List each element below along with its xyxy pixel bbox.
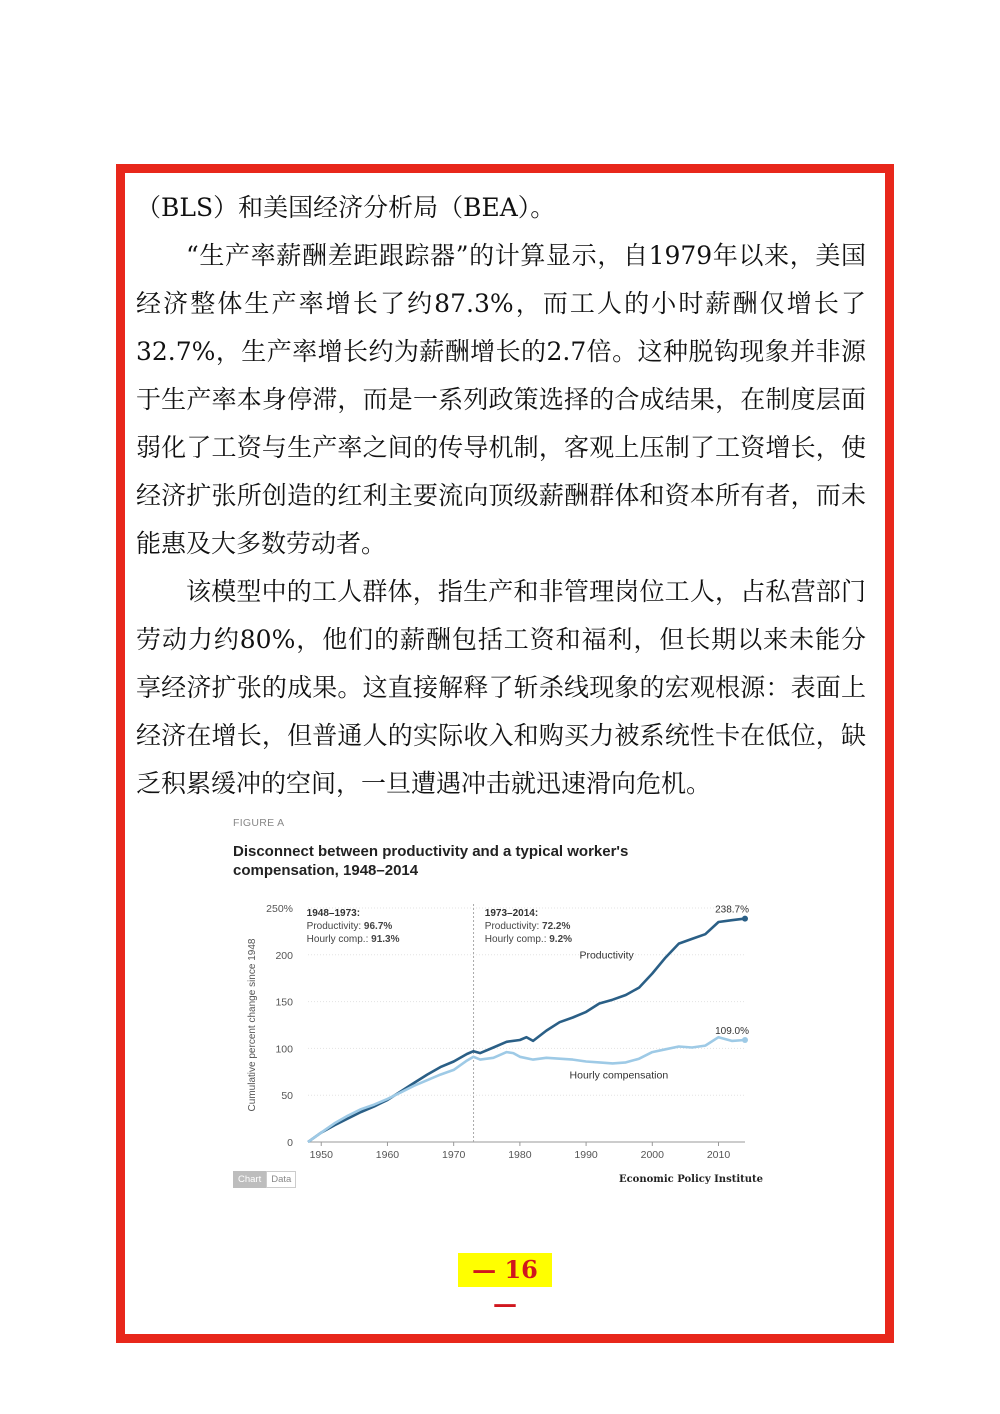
chart-tab[interactable]: Chart xyxy=(233,1171,266,1188)
x-tick-label: 1980 xyxy=(508,1149,532,1161)
series-end-label: 238.7% xyxy=(715,904,749,916)
y-tick-label: 150 xyxy=(275,996,293,1009)
series-end-point xyxy=(742,916,748,922)
line-chart xyxy=(233,898,773,1168)
x-tick-label: 1990 xyxy=(574,1149,598,1161)
annotation-productivity: Productivity: 72.2% xyxy=(484,921,571,932)
annotation-hourly-comp: Hourly comp.: 9.2% xyxy=(484,934,573,945)
series-end-label: 109.0% xyxy=(715,1025,749,1037)
annotation-productivity: Productivity: 96.7% xyxy=(306,921,393,932)
y-tick-label: 0 xyxy=(287,1137,293,1149)
x-tick-label: 1970 xyxy=(441,1149,466,1161)
figure-title: Disconnect between productivity and a typical worker's compensation, 1948–2014 xyxy=(233,843,629,879)
chart-data-toggle[interactable] xyxy=(233,1171,296,1188)
data-tab[interactable]: Data xyxy=(266,1171,296,1188)
annotation-hourly-comp: Hourly comp.: 91.3% xyxy=(306,934,400,945)
source-credit: Economic Policy Institute xyxy=(618,1174,763,1185)
y-tick-label: 200 xyxy=(275,949,293,962)
body-text xyxy=(136,184,866,808)
paragraph-2: “生产率薪酬差距跟踪器”的计算显示，自1979年以来，美国经济整体生产率增长了约87.3%，而工人的小时薪酬仅增长了32.7%，生产率增长约为薪酬增长的2.7倍。这种脱钩现象并非源于生产率本身停滞，而是一系列政策选择的合成结果，在制度层面弱化了工资与生产率之间的传导机制，客观上压制了工资增长，使经济扩张所创造的红利主要流向顶级薪酬群体和资本所有者，而未能惠及大多数劳动者。 xyxy=(136,241,866,558)
series-end-point xyxy=(742,1037,748,1043)
y-axis-label: Cumulative percent change since 1948 xyxy=(247,938,258,1112)
x-tick-label: 1960 xyxy=(375,1149,400,1161)
figure-kicker: FIGURE A xyxy=(233,817,285,829)
y-tick-label: 100 xyxy=(275,1043,293,1056)
y-tick-label: 250% xyxy=(266,903,293,915)
series-line-hourly-compensation xyxy=(308,1037,745,1142)
x-tick-label: 1950 xyxy=(309,1149,333,1161)
series-label-hourly: Hourly compensation xyxy=(569,1069,669,1082)
paragraph-3: 该模型中的工人群体，指生产和非管理岗位工人，占私营部门劳动力约80%，他们的薪酬包括工资和福利，但长期以来未能分享经济扩张的成果。这直接解释了斩杀线现象的宏观根源：表面上经济在增长，但普通人的实际收入和购买力被系统性卡在低位，缺乏积累缓冲的空间，一旦遭遇冲击就迅速滑向危机。 xyxy=(136,577,866,798)
figure-a xyxy=(233,814,773,1194)
y-tick-label: 50 xyxy=(281,1090,293,1103)
series-label-productivity: Productivity xyxy=(579,949,634,962)
annotation-heading: 1948–1973: xyxy=(306,908,361,919)
paragraph-1: （BLS）和美国经济分析局（BEA）。 xyxy=(136,193,556,222)
page-number: — 16 — xyxy=(458,1253,552,1287)
x-tick-label: 2010 xyxy=(706,1149,731,1161)
series-line-productivity xyxy=(308,919,745,1142)
x-tick-label: 2000 xyxy=(640,1149,664,1161)
annotation-heading: 1973–2014: xyxy=(484,908,539,919)
